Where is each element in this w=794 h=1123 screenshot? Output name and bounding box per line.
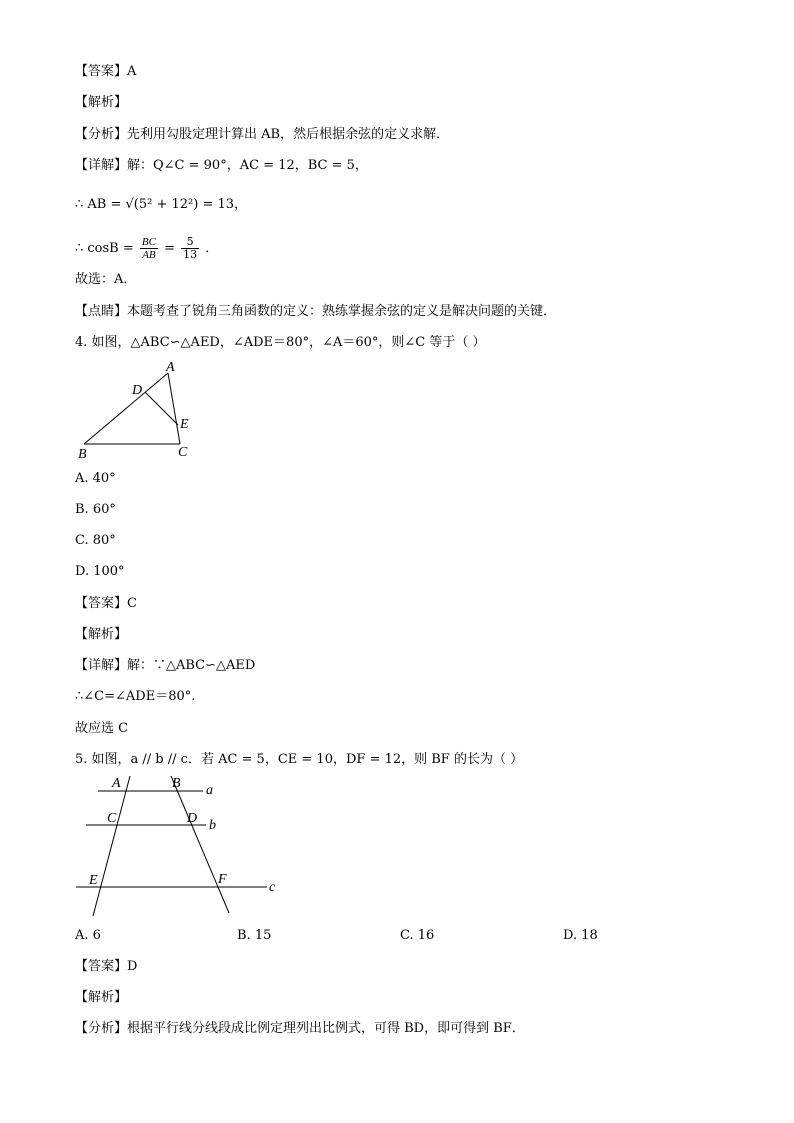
q3-step2-prefix: ∴ cosB =: [75, 241, 134, 256]
q4-label-c: C: [178, 445, 188, 460]
q4-analysis-header: 【解析】: [75, 627, 128, 642]
q5-analysis-header: 【解析】: [75, 990, 128, 1005]
q5-answer: 【答案】D: [75, 959, 138, 974]
q4-stem: 4. 如图，△ABC∽△AED，∠ADE＝80°，∠A＝60°，则∠C 等于（ ）: [75, 335, 486, 350]
q5-stem: 5. 如图，a // b // c．若 AC = 5，CE = 10，DF = 12，则 BF 的长为（ ）: [75, 752, 524, 767]
q3-frac2-numerator: 5: [181, 236, 199, 249]
q4-side-ac: [168, 373, 180, 444]
q3-fenxi: 【分析】先利用勾股定理计算出 AB，然后根据余弦的定义求解．: [75, 127, 450, 142]
q4-detail: 【详解】解：∵△ABC∽△AED: [75, 658, 256, 673]
q3-choice: 故选：A．: [75, 272, 137, 287]
q5-parallel-lines-figure: [70, 770, 290, 920]
q5-option-d: D. 18: [563, 928, 598, 943]
q3-fraction-5-13: [181, 236, 199, 261]
q5-label-line-a: a: [206, 783, 213, 798]
q4-label-b: B: [78, 447, 87, 462]
q3-step2: [75, 236, 218, 261]
q4-label-d: D: [132, 383, 143, 398]
q3-analysis-header: 【解析】: [75, 95, 128, 110]
q5-label-e-point: E: [89, 873, 98, 888]
q3-detail: 【详解】解：Q∠C = 90°，AC = 12，BC = 5，: [75, 158, 368, 173]
q4-side-ab: [84, 373, 168, 444]
q4-label-e: E: [180, 417, 189, 432]
q5-label-a-point: A: [112, 776, 121, 791]
q4-answer: 【答案】C: [75, 596, 137, 611]
q4-step1: ∴∠C=∠ADE＝80°.: [75, 689, 196, 704]
q3-step2-equals: =: [164, 241, 176, 256]
q4-segment-de: [145, 392, 178, 425]
q5-transversal-ae: [93, 776, 130, 916]
q4-option-d: D. 100°: [75, 564, 125, 579]
q5-option-c: C. 16: [400, 928, 435, 943]
q5-label-c-point: C: [107, 811, 117, 826]
q4-option-b: B. 60°: [75, 502, 116, 517]
q4-triangle-figure: [70, 355, 210, 465]
q3-frac1-denominator: AB: [142, 249, 156, 261]
q4-option-a: A. 40°: [75, 471, 116, 486]
q3-answer: 【答案】A: [75, 64, 137, 79]
q3-fraction-bc-ab: [140, 236, 158, 261]
q5-option-b: B. 15: [237, 928, 272, 943]
q5-label-line-b: b: [209, 818, 216, 833]
q3-frac1-numerator: BC: [141, 236, 156, 248]
q3-comment: 【点睛】本题考查了锐角三角函数的定义：熟练掌握余弦的定义是解决问题的关键．: [75, 304, 557, 319]
q5-transversal-bf: [171, 776, 229, 913]
q3-frac2-denominator: 13: [183, 248, 198, 261]
q3-step2-end: ．: [205, 241, 219, 256]
q4-label-a: A: [166, 360, 175, 375]
q5-option-a: A. 6: [75, 928, 101, 943]
q5-label-d-point: D: [187, 811, 198, 826]
q5-label-f-point: F: [218, 872, 227, 887]
q3-step1: ∴ AB = √(5² + 12²) = 13，: [75, 197, 248, 212]
q5-label-b-point: B: [172, 776, 181, 791]
q5-label-line-c: c: [269, 880, 276, 895]
q5-fenxi: 【分析】根据平行线分线段成比例定理列出比例式，可得 BD，即可得到 BF．: [75, 1021, 525, 1036]
q4-choice: 故应选 C: [75, 721, 129, 736]
q4-option-c: C. 80°: [75, 533, 116, 548]
